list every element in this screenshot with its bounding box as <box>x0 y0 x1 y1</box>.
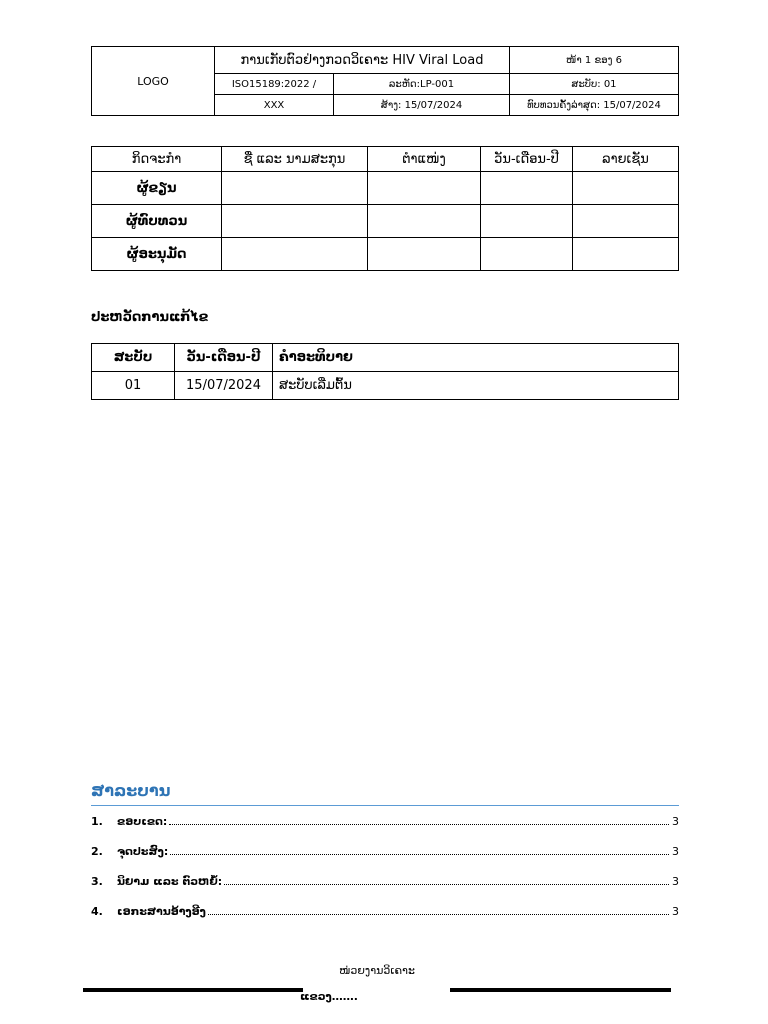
signature-cell <box>573 205 679 238</box>
column-header: ສະບັບ <box>92 344 175 372</box>
toc-page: 3 <box>672 845 679 858</box>
column-header: ຊື່ ແລະ ນາມສະກຸນ <box>222 147 368 172</box>
name-cell <box>222 205 368 238</box>
signature-cell <box>573 238 679 271</box>
toc-title: ສາລະບານ <box>91 781 171 800</box>
reviewed-date: ທົບທວນຄັ້ງລ່າສຸດ: 15/07/2024 <box>510 95 679 116</box>
name-cell <box>222 172 368 205</box>
footer-bar-left <box>83 988 303 992</box>
toc-page: 3 <box>672 905 679 918</box>
column-header: ຕຳແໜ່ງ <box>368 147 481 172</box>
role-cell: ຜູ້ຂຽນ <box>92 172 222 205</box>
position-cell <box>368 172 481 205</box>
date-cell: 15/07/2024 <box>175 372 273 400</box>
footer-bar-right <box>450 988 671 992</box>
position-cell <box>368 238 481 271</box>
version-cell: 01 <box>92 372 175 400</box>
toc-number: 4. <box>91 905 103 918</box>
revision-table <box>91 343 679 400</box>
table-row <box>92 238 679 271</box>
footer-province: ແຂວງ……. <box>300 990 358 1003</box>
table-row <box>92 172 679 205</box>
toc-text: ຂອບເຂດ: <box>117 815 168 828</box>
position-cell <box>368 205 481 238</box>
name-cell <box>222 238 368 271</box>
footer-department: ໜ່ວຍງານວິເຄາະ <box>339 964 415 977</box>
column-header: ວັນ-ເດືອນ-ປີ <box>175 344 273 372</box>
column-header: ວັນ-ເດືອນ-ປີ <box>481 147 573 172</box>
document-version: ສະບັບ: 01 <box>510 74 679 95</box>
iso-standard: ISO15189:2022 / <box>215 74 334 95</box>
role-cell: ຜູ້ອະນຸມັດ <box>92 238 222 271</box>
approval-header-row <box>92 147 679 172</box>
toc-page: 3 <box>672 875 679 888</box>
document-title: ການເກັບຕົວຢ່າງກວດວິເຄາະ HIV Viral Load <box>215 47 510 74</box>
toc-text: ຈຸດປະສົງ: <box>117 845 169 858</box>
toc-number: 1. <box>91 815 103 828</box>
table-row <box>92 205 679 238</box>
document-header <box>91 46 679 116</box>
date-cell <box>481 172 573 205</box>
toc-leader <box>208 914 669 915</box>
toc-entry[interactable] <box>91 872 679 888</box>
toc-divider <box>91 805 679 806</box>
toc-leader <box>170 854 669 855</box>
toc-number: 2. <box>91 845 103 858</box>
page-number: ໜ້າ 1 ຂອງ 6 <box>510 47 679 74</box>
toc-number: 3. <box>91 875 103 888</box>
column-header: ກິດຈະກຳ <box>92 147 222 172</box>
issued-date: ສ້າງ: 15/07/2024 <box>334 95 510 116</box>
description-cell: ສະບັບເລີ່ມຕົ້ນ <box>273 372 679 400</box>
iso-standard-cont: XXX <box>215 95 334 116</box>
column-header: ຄຳອະທິບາຍ <box>273 344 679 372</box>
toc-text: ນິຍາມ ແລະ ຕົວຫຍໍ້: <box>117 875 223 888</box>
toc-leader <box>224 884 669 885</box>
approval-table <box>91 146 679 271</box>
toc-text: ເອກະສານອ້າງອີງ <box>117 905 206 918</box>
toc-entry[interactable] <box>91 902 679 918</box>
revision-history-title: ປະຫວັດການແກ້ໄຂ <box>91 310 209 325</box>
date-cell <box>481 205 573 238</box>
toc-page: 3 <box>672 815 679 828</box>
column-header: ລາຍເຊັນ <box>573 147 679 172</box>
table-row <box>92 372 679 400</box>
toc-entry[interactable] <box>91 812 679 828</box>
signature-cell <box>573 172 679 205</box>
toc-leader <box>169 824 669 825</box>
logo: LOGO <box>92 47 215 116</box>
date-cell <box>481 238 573 271</box>
revision-header-row <box>92 344 679 372</box>
document-code: ລະຫັດ:LP-001 <box>334 74 510 95</box>
toc-entry[interactable] <box>91 842 679 858</box>
role-cell: ຜູ້ທົບທວນ <box>92 205 222 238</box>
